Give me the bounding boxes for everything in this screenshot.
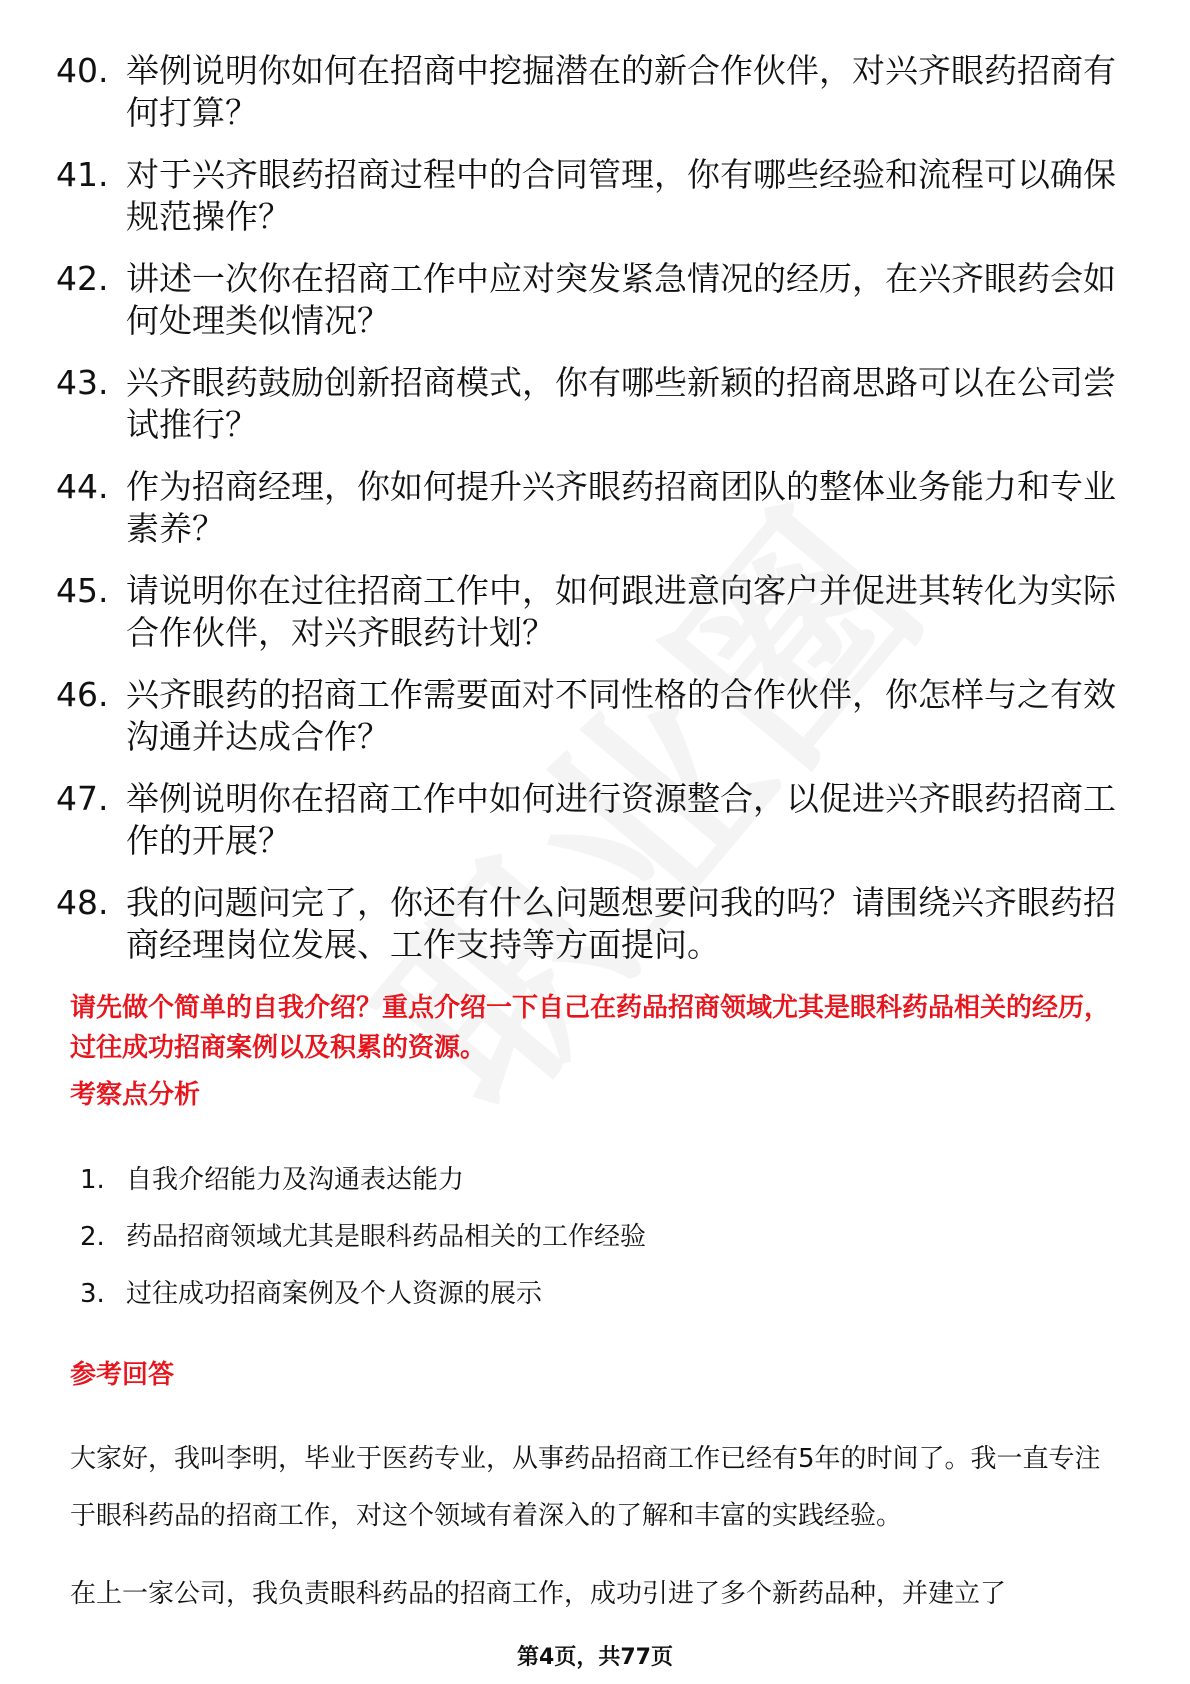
analysis-item bbox=[80, 1160, 646, 1200]
question-text: 举例说明你如何在招商中挖掘潜在的新合作伙伴，对兴齐眼药招商有何打算？ bbox=[126, 51, 1116, 132]
question-text: 兴齐眼药鼓励创新招商模式，你有哪些新颖的招商思路可以在公司尝试推行？ bbox=[126, 363, 1116, 444]
question-item bbox=[56, 778, 1116, 862]
question-text: 作为招商经理，你如何提升兴齐眼药招商团队的整体业务能力和专业素养？ bbox=[126, 467, 1116, 548]
analysis-text: 药品招商领域尤其是眼科药品相关的工作经验 bbox=[126, 1222, 647, 1252]
question-number: 40. bbox=[56, 51, 109, 90]
question-item bbox=[56, 50, 1116, 134]
question-number: 46. bbox=[56, 675, 109, 714]
analysis-list bbox=[80, 1160, 646, 1331]
question-number: 48. bbox=[56, 883, 109, 922]
question-text: 兴齐眼药的招商工作需要面对不同性格的合作伙伴，你怎样与之有效沟通并达成合作？ bbox=[126, 675, 1116, 756]
question-item bbox=[56, 362, 1116, 446]
question-item bbox=[56, 466, 1116, 550]
analysis-item bbox=[80, 1274, 646, 1314]
question-text: 举例说明你在招商工作中如何进行资源整合，以促进兴齐眼药招商工作的开展？ bbox=[126, 779, 1116, 860]
answer-paragraph: 在上一家公司，我负责眼科药品的招商工作，成功引进了多个新药品种，并建立了 bbox=[70, 1579, 1007, 1609]
question-number: 41. bbox=[56, 155, 109, 194]
analysis-number: 1. bbox=[80, 1165, 105, 1195]
analysis-heading: 考察点分析 bbox=[70, 1080, 201, 1110]
analysis-item bbox=[80, 1217, 646, 1257]
answer-heading: 参考回答 bbox=[70, 1360, 175, 1390]
question-number: 43. bbox=[56, 363, 109, 402]
analysis-text: 自我介绍能力及沟通表达能力 bbox=[126, 1165, 465, 1195]
question-text: 我的问题问完了，你还有什么问题想要问我的吗？请围绕兴齐眼药招商经理岗位发展、工作支持等方面提问。 bbox=[126, 883, 1116, 964]
answer-paragraph: 大家好，我叫李明，毕业于医药专业，从事药品招商工作已经有5年的时间了。我一直专注于眼科药品的招商工作，对这个领域有着深入的了解和丰富的实践经验。 bbox=[70, 1444, 1101, 1531]
question-number: 42. bbox=[56, 259, 109, 298]
question-number: 45. bbox=[56, 571, 109, 610]
question-text: 对于兴齐眼药招商过程中的合同管理，你有哪些经验和流程可以确保规范操作？ bbox=[126, 155, 1116, 236]
page-number: 第4页，共77页 bbox=[517, 1645, 673, 1670]
analysis-text: 过往成功招商案例及个人资源的展示 bbox=[126, 1279, 543, 1309]
analysis-number: 2. bbox=[80, 1222, 105, 1252]
question-text: 讲述一次你在招商工作中应对突发紧急情况的经历，在兴齐眼药会如何处理类似情况？ bbox=[126, 259, 1116, 340]
question-number: 47. bbox=[56, 779, 109, 818]
question-item bbox=[56, 674, 1116, 758]
question-item bbox=[56, 154, 1116, 238]
question-item bbox=[56, 258, 1116, 342]
intro-question: 请先做个简单的自我介绍？重点介绍一下自己在药品招商领域尤其是眼科药品相关的经历，过往成功招商案例以及积累的资源。 bbox=[70, 993, 1111, 1063]
question-number: 44. bbox=[56, 467, 109, 506]
question-item bbox=[56, 570, 1116, 654]
question-item bbox=[56, 882, 1116, 966]
question-text: 请说明你在过往招商工作中，如何跟进意向客户并促进其转化为实际合作伙伴，对兴齐眼药计划？ bbox=[126, 571, 1116, 652]
question-list bbox=[56, 50, 1116, 986]
analysis-number: 3. bbox=[80, 1279, 105, 1309]
